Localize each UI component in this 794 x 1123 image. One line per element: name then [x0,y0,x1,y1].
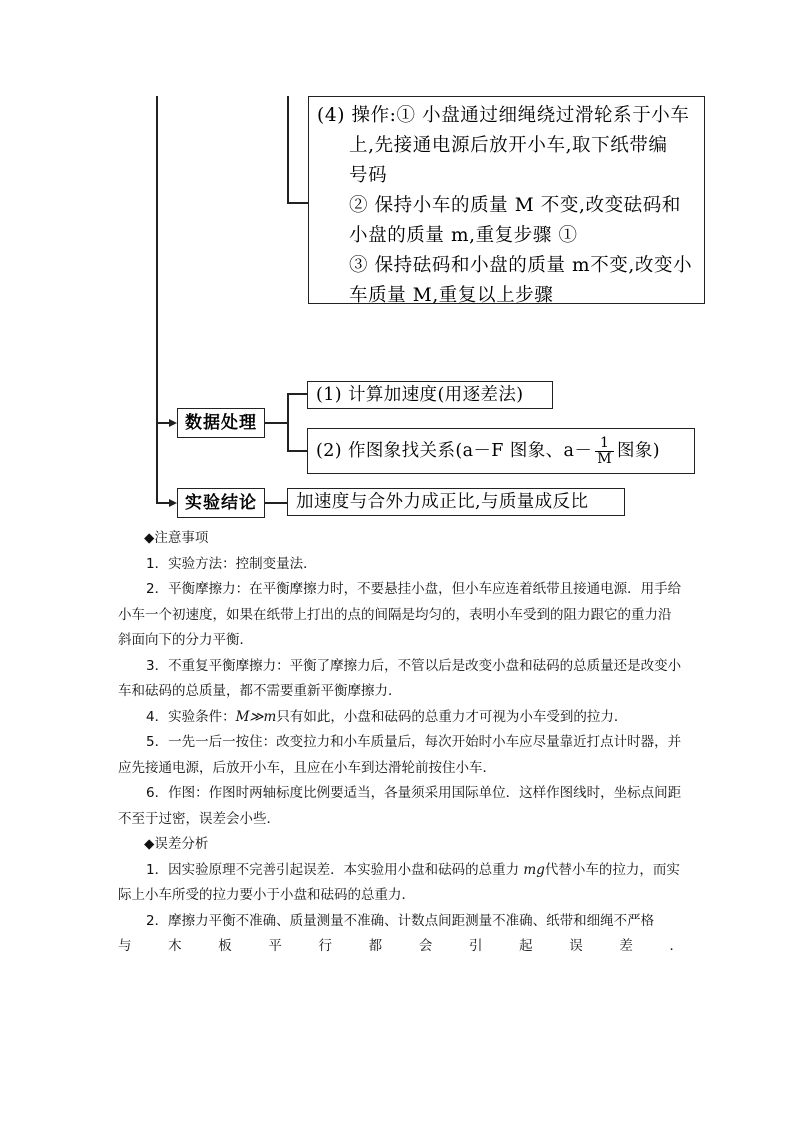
conclusion-connector [265,502,287,504]
graph-step-prefix: (2) 作图象找关系(a－F 图象、a－ [316,441,593,461]
note-item-5: 5．一先一后一按住：改变拉力和小车质量后，每次开始时小车应尽量靠近打点计时器，并应先接通电源，后放开小车，且应在小车到达滑轮前按住小车． [118,734,682,776]
conclusion-text-box: 加速度与合外力成正比,与质量成反比 [287,488,625,516]
notes-heading: ◆注意事项 [144,530,209,546]
arrow-data [169,419,177,427]
one-over-m-fraction [595,436,614,467]
ops-line: 车质量 M,重复以上步骤 [349,285,554,306]
error-item-1 [118,858,683,909]
error-item-1-prefix: 1．因实验原理不完善引起误差．本实验用小盘和砝码的总重力 [146,861,524,878]
ops-bracket-horizontal [287,202,308,204]
data-bracket-bottom [287,450,307,452]
fraction-denominator: M [597,451,612,467]
gravity-formula: mg [523,861,545,878]
ops-line: ② 保持小车的质量 M 不变,改变砝码和 [349,195,681,216]
connector-data [156,422,170,424]
graph-step-suffix: 图象) [617,441,661,461]
data-bracket-stem [265,422,287,424]
note-item-1: 1．实验方法：控制变量法． [146,555,317,572]
trunk-line [156,96,158,503]
ops-bracket-vertical [287,96,289,203]
ops-line: 上,先接通电源后放开小车,取下纸带编 [349,135,668,156]
connector-conclusion [156,502,170,504]
note-item-4-prefix: 4．实验条件： [146,708,236,725]
conclusion-label: 实验结论 [177,488,265,518]
condition-formula: M≫m [235,708,277,725]
ops-line: 号码 [349,165,388,186]
arrow-conclusion [169,499,177,507]
error-item-2-line2: 与木板平行都会引起误差． [118,938,683,954]
graph-step-box [307,428,695,474]
operations-box [308,96,705,304]
data-bracket-vertical [287,393,289,451]
error-heading: ◆误差分析 [144,836,209,852]
error-item-2-line1: 2．摩擦力平衡不准确、质量测量不准确、计数点间距测量不准确、纸带和细绳不严格 [146,912,655,929]
ops-line: ③ 保持砝码和小盘的质量 m不变,改变小 [349,255,693,276]
ops-line: 小盘的质量 m,重复步骤 ① [349,225,578,246]
note-item-4 [118,705,683,731]
ops-line: (4) 操作:① 小盘通过细绳绕过滑轮系于小车 [317,105,690,126]
data-bracket-top [287,393,307,395]
note-item-4-suffix: 只有如此，小盘和砝码的总重力才可视为小车受到的拉力． [276,708,628,725]
data-processing-label: 数据处理 [177,408,265,438]
notes-section [118,526,683,960]
note-item-2: 2．平衡摩擦力：在平衡摩擦力时，不要悬挂小盘，但小车应连着纸带且接通电源．用手给小车一个初速度，如果在纸带上打出的点的间隔是均匀的，表明小车受到的阻力跟它的重力沿斜面向下的分力平衡． [118,581,682,648]
fraction-numerator: 1 [595,436,614,452]
error-item-1-suffix: 代替小车的拉力，而实际上小车所受的拉力要小于小盘和砝码的总重力． [118,861,680,903]
acceleration-step-box: (1) 计算加速度(用逐差法) [307,381,553,409]
note-item-3: 3．不重复平衡摩擦力：平衡了摩擦力后，不管以后是改变小盘和砝码的总质量还是改变小车和砝码的总质量，都不需要重新平衡摩擦力． [118,657,682,699]
note-item-6: 6．作图：作图时两轴标度比例要适当，各量须采用国际单位．这样作图线时，坐标点间距不至于过密，误差会小些． [118,785,682,827]
